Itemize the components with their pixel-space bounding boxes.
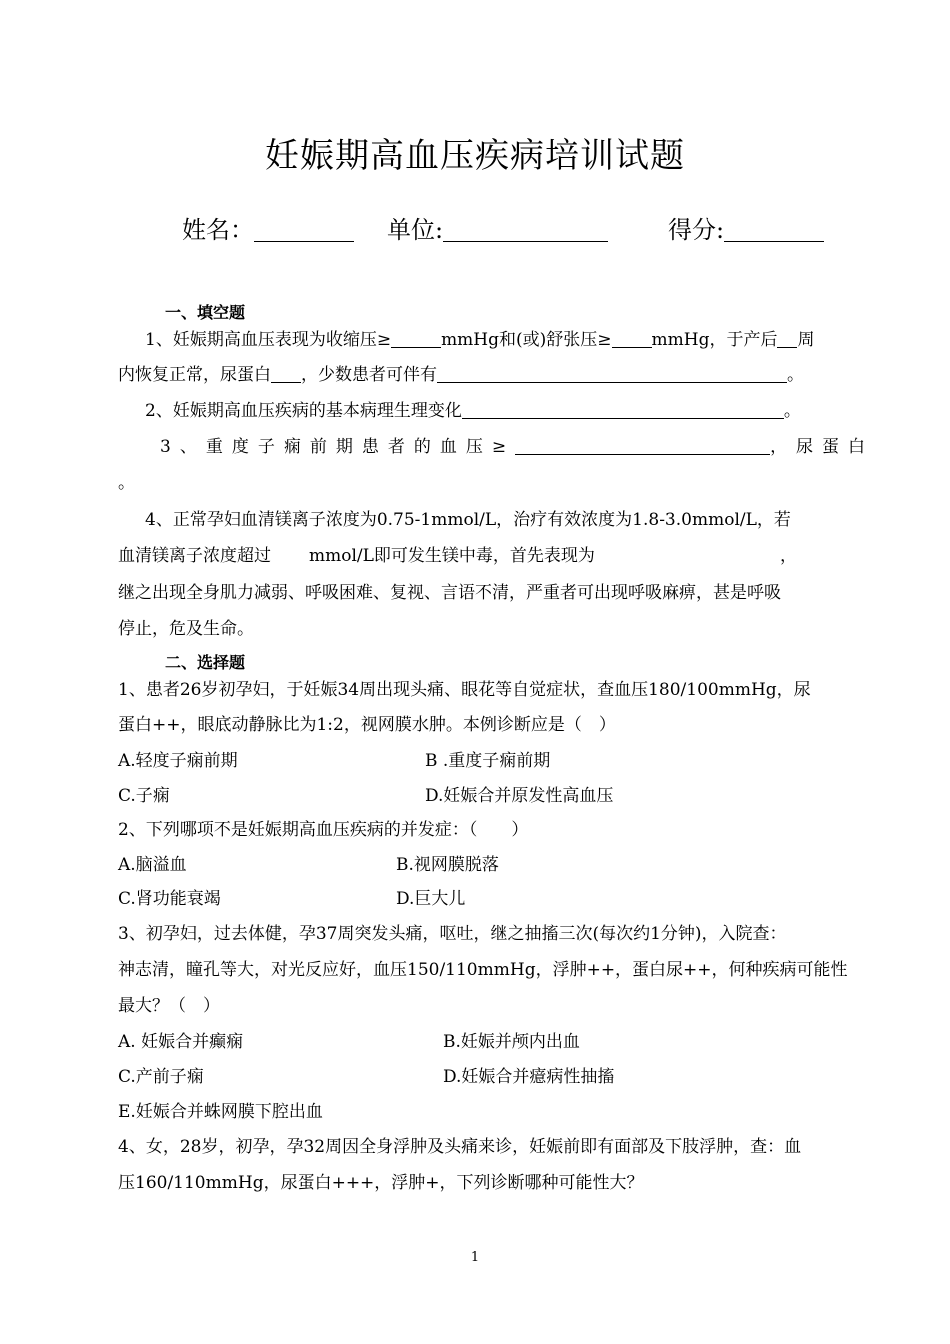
fill-q2: 2、妊娠期高血压疾病的基本病理生理变化 。 bbox=[145, 401, 801, 421]
fill-q4-line2: 血清镁离子浓度超过 mmol/L即可发生镁中毒，首先表现为 ， bbox=[118, 546, 797, 566]
choice-q1-line2: 蛋白++，眼底动静脉比为1:2，视网膜水肿。本例诊断应是（ ） bbox=[118, 715, 616, 735]
choice-q1-option-b: B .重度子痫前期 bbox=[425, 751, 551, 771]
choice-q3-option-b: B.妊娠并颅内出血 bbox=[443, 1032, 580, 1052]
name-field bbox=[182, 210, 354, 245]
fill-q1-line1: 1、妊娠期高血压表现为收缩压≥ mmHg和(或)舒张压≥ mmHg，于产后 周 bbox=[145, 330, 815, 350]
page-title: 妊娠期高血压疾病培训试题 bbox=[265, 136, 685, 176]
choice-q3-option-a: A. 妊娠合并癫痫 bbox=[118, 1032, 244, 1052]
unit-blank bbox=[443, 215, 608, 242]
choice-q2-line1: 2、下列哪项不是妊娠期高血压疾病的并发症：（ ） bbox=[118, 820, 529, 840]
section-heading-fill-in: 一、填空题 bbox=[165, 303, 246, 322]
unit-field bbox=[387, 210, 608, 245]
choice-q2-option-b: B.视网膜脱落 bbox=[396, 855, 499, 875]
score-field bbox=[668, 210, 824, 245]
score-label: 得分: bbox=[668, 216, 725, 244]
page-number: 1 bbox=[470, 1250, 480, 1265]
fill-q3-line2: 。 bbox=[118, 473, 135, 493]
section-heading-choice: 二、选择题 bbox=[165, 653, 246, 672]
choice-q4-line1: 4、女，28岁，初孕，孕32周因全身浮肿及头痛来诊，妊娠前即有面部及下肢浮肿，查：血 bbox=[118, 1137, 802, 1157]
choice-q3-line2: 神志清，瞳孔等大，对光反应好，血压150/110mmHg，浮肿++，蛋白尿++，何种疾病可能性 bbox=[118, 960, 848, 980]
choice-q2-option-a: A.脑溢血 bbox=[118, 855, 187, 875]
fill-q1-line2: 内恢复正常，尿蛋白 ，少数患者可伴有 。 bbox=[118, 365, 804, 385]
choice-q3-option-e: E.妊娠合并蛛网膜下腔出血 bbox=[118, 1102, 323, 1122]
choice-q1-option-c: C.子痫 bbox=[118, 786, 170, 806]
fill-q3-line1: 3、重度子痫前期患者的血压≥ ，尿蛋白 bbox=[160, 437, 875, 457]
unit-label: 单位: bbox=[387, 216, 444, 244]
choice-q1-option-d: D.妊娠合并原发性高血压 bbox=[425, 786, 614, 806]
name-label: 姓名： bbox=[182, 216, 254, 244]
fill-q4-line3: 继之出现全身肌力减弱、呼吸困难、复视、言语不清，严重者可出现呼吸麻痹，甚是呼吸 bbox=[118, 583, 781, 603]
choice-q3-option-d: D.妊娠合并癔病性抽搐 bbox=[443, 1067, 615, 1087]
choice-q4-line2: 压160/110mmHg，尿蛋白+++，浮肿+，下列诊断哪种可能性大？ bbox=[118, 1173, 644, 1193]
fill-q4-line4: 停止，危及生命。 bbox=[118, 619, 254, 639]
choice-q3-option-c: C.产前子痫 bbox=[118, 1067, 204, 1087]
choice-q2-option-d: D.巨大儿 bbox=[396, 889, 466, 909]
name-blank bbox=[254, 215, 354, 242]
fill-q4-line1: 4、正常孕妇血清镁离子浓度为0.75-1mmol/L，治疗有效浓度为1.8-3.0mmol/L，若 bbox=[145, 510, 791, 530]
choice-q2-option-c: C.肾功能衰竭 bbox=[118, 889, 221, 909]
choice-q1-line1: 1、患者26岁初孕妇，于妊娠34周出现头痛、眼花等自觉症状，查血压180/100mmHg，尿 bbox=[118, 680, 811, 700]
choice-q3-line3: 最大？（ ） bbox=[118, 996, 220, 1016]
score-blank bbox=[724, 215, 824, 242]
choice-q1-option-a: A.轻度子痫前期 bbox=[118, 751, 238, 771]
choice-q3-line1: 3、初孕妇，过去体健，孕37周突发头痛，呕吐，继之抽搐三次(每次约1分钟)，入院查： bbox=[118, 924, 787, 944]
